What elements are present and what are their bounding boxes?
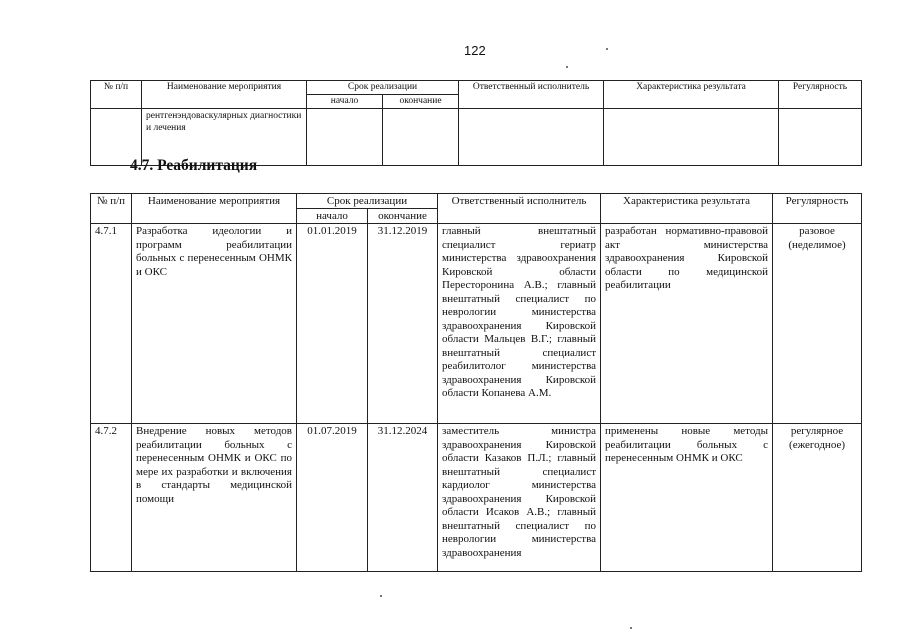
header-end: окончание [368,209,438,224]
page-number: 122 [464,43,486,58]
header-responsible: Ответственный исполнитель [459,81,604,109]
cell-regularity: разовое (неделимое) [773,224,862,424]
header-result: Характеристика результата [604,81,779,109]
header-start: начало [307,95,383,109]
cell-result: разработан нормативно-правовой акт министерства здравоохранения Кировской области по медицинской реабилитации [601,224,773,424]
header-regularity: Регулярность [773,194,862,224]
cell-end [383,109,459,166]
cell-regularity: регулярное (ежегодное) [773,424,862,572]
cell-start: 01.07.2019 [297,424,368,572]
table-row [91,224,862,424]
scan-speck [606,48,608,50]
cell-responsible [459,109,604,166]
cell-name: Внедрение новых методов реабилитации больных с перенесенным ОНМК и ОКС по мере их разработки и включения в стандарты медицинской помощи [132,424,297,572]
cell-start [307,109,383,166]
table-row [91,424,862,572]
header-name: Наименование мероприятия [142,81,307,109]
header-end: окончание [383,95,459,109]
scan-speck [630,627,632,629]
section-title: 4.7. Реабилитация [130,157,258,174]
cell-name: рентгенэндоваскулярных диагностики и лечения [142,109,307,166]
cell-num: 4.7.2 [91,424,132,572]
scan-speck [566,66,568,68]
header-num: № п/п [91,194,132,224]
header-period: Срок реализации [307,81,459,95]
cell-start: 01.01.2019 [297,224,368,424]
header-start: начало [297,209,368,224]
cell-result: применены новые методы реабилитации больных с перенесенным ОНМК и ОКС [601,424,773,572]
header-period: Срок реализации [297,194,438,209]
header-responsible: Ответственный исполнитель [438,194,601,224]
header-result: Характеристика результата [601,194,773,224]
continuation-table [90,80,862,166]
header-name: Наименование мероприятия [132,194,297,224]
header-num: № п/п [91,81,142,109]
cell-name: Разработка идеологии и программ реабилитации больных с перенесенным ОНМК и ОКС [132,224,297,424]
cell-end: 31.12.2024 [368,424,438,572]
cell-responsible: главный внештатный специалист гериатр министерства здравоохранения Кировской области Пересторонина А.В.; главный внештатный специалист по неврологии министерства здравоохранения Кировской области Мальцев В.Г.; главный внештатный специалист реабилитолог министерства здравоохранения Кировской области Копанева А.М. [438,224,601,424]
header-regularity: Регулярность [779,81,862,109]
rehabilitation-table [90,193,862,572]
cell-responsible: заместитель министра здравоохранения Кировской области Казаков П.Л.; главный внештатный специалист кардиолог министерства здравоохранения Кировской области Исаков А.В.; главный внештатный специалист по неврологии министерства здравоохранения [438,424,601,572]
cell-result [604,109,779,166]
cell-regularity [779,109,862,166]
cell-num: 4.7.1 [91,224,132,424]
scan-speck [380,595,382,597]
cell-end: 31.12.2019 [368,224,438,424]
